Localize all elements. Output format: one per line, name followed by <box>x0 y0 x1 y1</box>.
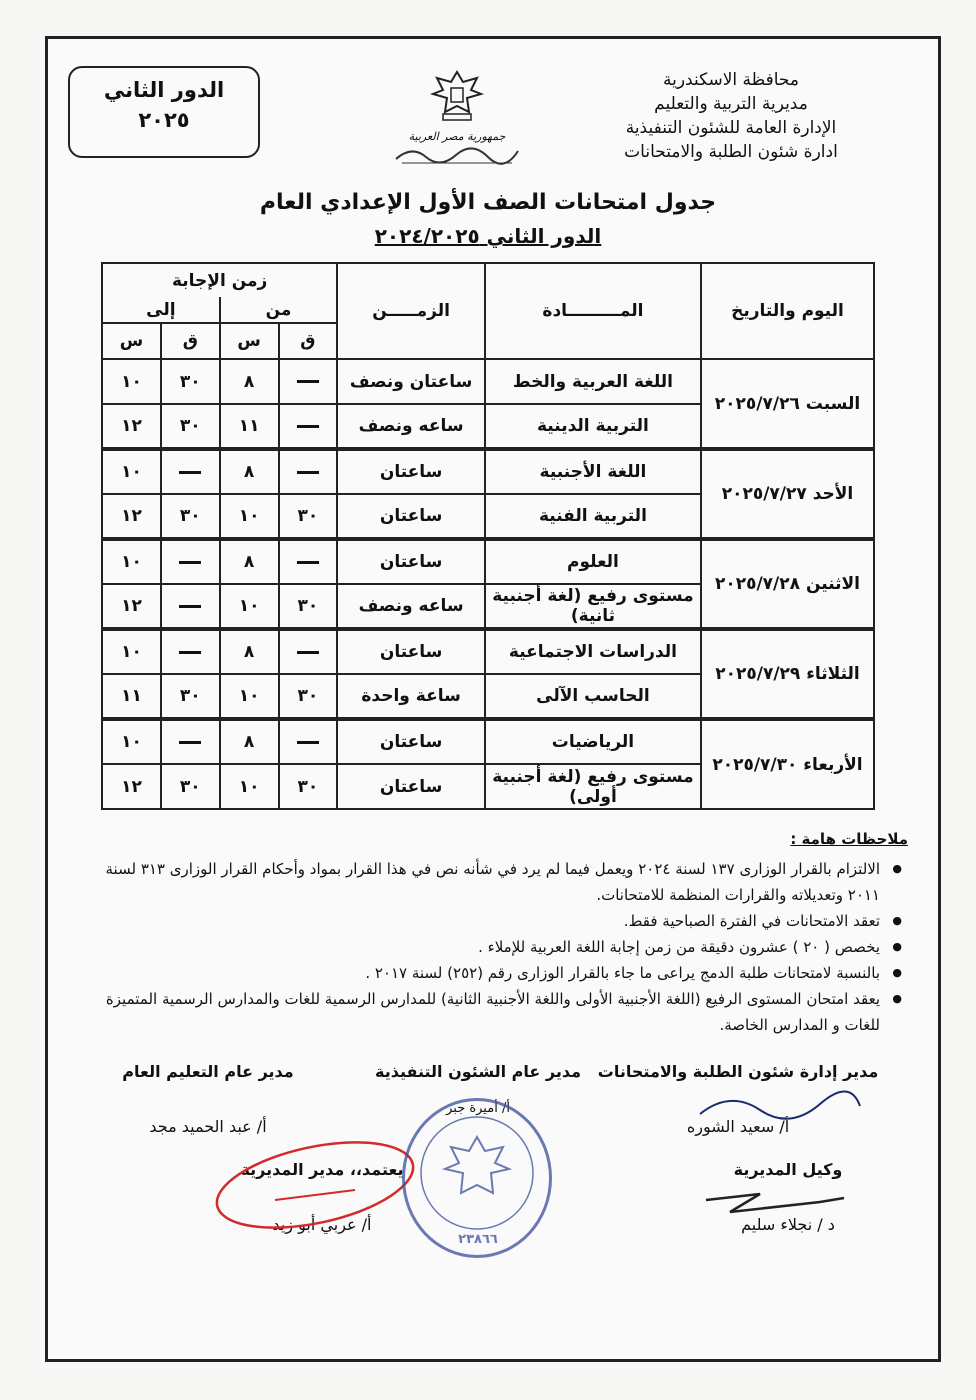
duration-cell: ساعتان <box>337 539 485 584</box>
table-row <box>102 359 874 404</box>
dash-mark <box>297 741 319 744</box>
to-hour-cell: ١٠ <box>102 629 161 674</box>
from-minute-cell: ٣٠ <box>279 494 338 539</box>
note-item: ● بالنسبة لامتحانات طلبة الدمج يراعى ما جاء بالقرار الوزارى رقم (٢٥٢) لسنة ٢٠١٧ . <box>78 960 880 986</box>
dash-mark <box>179 561 201 564</box>
to-minute-cell <box>161 539 220 584</box>
from-hour-cell: ٨ <box>220 449 279 494</box>
from-hour-cell: ٨ <box>220 629 279 674</box>
admin-name: ادارة شئون الطلبة والامتحانات <box>624 142 838 162</box>
to-hour-cell: ١٠ <box>102 449 161 494</box>
duration-cell: ساعتان <box>337 449 485 494</box>
dash-mark <box>297 561 319 564</box>
directorate-name: مديرية التربية والتعليم <box>654 94 808 114</box>
day-date-cell: الثلاثاء ٢٠٢٥/٧/٢٩ <box>701 629 874 719</box>
table-row <box>102 719 874 764</box>
notes-heading: ملاحظات هامة : <box>790 830 908 848</box>
signature-name: د / نجلاء سليم <box>741 1215 835 1234</box>
from-minute-cell <box>279 449 338 494</box>
stamp-number: ٢٣٨٦٦ <box>458 1232 498 1247</box>
notes-section <box>78 826 908 1038</box>
to-minute-cell: ٣٠ <box>161 359 220 404</box>
from-minute-cell: ٣٠ <box>279 764 338 809</box>
eagle-icon <box>427 68 487 124</box>
handwritten-signature-students-admin <box>690 1086 870 1126</box>
to-minute-cell <box>161 584 220 629</box>
subject-cell: مستوى رفيع (لغة أجنبية ثانية) <box>485 584 701 629</box>
header-answer-time: زمن الإجابة <box>102 263 337 297</box>
subject-cell: الدراسات الاجتماعية <box>485 629 701 674</box>
signature-title: مدير عام التعليم العام <box>122 1062 294 1081</box>
from-minute-cell <box>279 359 338 404</box>
from-minute-cell <box>279 539 338 584</box>
to-hour-cell: ١٢ <box>102 494 161 539</box>
institution-header <box>566 68 896 164</box>
badge-year: ٢٠٢٥ <box>138 108 190 132</box>
signature-title: يعتمد،، مدير المديرية <box>240 1160 404 1179</box>
from-hour-cell: ١٠ <box>220 764 279 809</box>
from-minute-cell <box>279 629 338 674</box>
duration-cell: ساعتان <box>337 494 485 539</box>
to-hour-cell: ١١ <box>102 674 161 719</box>
to-minute-cell <box>161 719 220 764</box>
to-hour-cell: ١٠ <box>102 359 161 404</box>
egypt-emblem <box>382 68 532 152</box>
from-hour-cell: ١٠ <box>220 584 279 629</box>
subject-cell: اللغة الأجنبية <box>485 449 701 494</box>
dash-mark <box>179 605 201 608</box>
governorate-name: محافظة الاسكندرية <box>662 70 799 90</box>
signature-name: أ/ عبد الحميد مجد <box>149 1117 267 1136</box>
from-hour-cell: ٨ <box>220 359 279 404</box>
from-hour-cell: ١٠ <box>220 494 279 539</box>
duration-cell: ساعه ونصف <box>337 584 485 629</box>
to-hour-cell: ١٢ <box>102 404 161 449</box>
from-hour-cell: ٨ <box>220 719 279 764</box>
note-item: ● الالتزام بالقرار الوزارى ١٣٧ لسنة ٢٠٢٤ ويعمل فيما لم يرد في شأنه نص في هذا القرار بمواد وأحكام القرار الوزارى ٣١٣ لسنة ٢٠١١ وتعديلاته والقرارات المنظمة للامتحانات. <box>78 856 880 908</box>
signature-title: وكيل المديرية <box>733 1160 843 1179</box>
to-minute-cell <box>161 629 220 674</box>
header-to-minute: ق <box>161 323 220 359</box>
subject-cell: الحاسب الآلى <box>485 674 701 719</box>
dash-mark <box>297 425 319 428</box>
round-badge <box>68 66 260 158</box>
to-minute-cell: ٣٠ <box>161 674 220 719</box>
subject-cell: العلوم <box>485 539 701 584</box>
official-stamp <box>402 1098 552 1258</box>
dash-mark <box>297 471 319 474</box>
day-date-cell: الأربعاء ٢٠٢٥/٧/٣٠ <box>701 719 874 809</box>
signature-name: أ/ سعيد الشوره <box>686 1117 790 1136</box>
duration-cell: ساعة واحدة <box>337 674 485 719</box>
day-date-cell: السبت ٢٠٢٥/٧/٢٦ <box>701 359 874 449</box>
signature-general-education <box>108 1062 308 1136</box>
header-from: من <box>220 297 338 323</box>
to-minute-cell: ٣٠ <box>161 764 220 809</box>
header-subject: المـــــــــادة <box>485 263 701 359</box>
signature-title: مدير إدارة شئون الطلبة والامتحانات <box>597 1062 879 1081</box>
from-minute-cell <box>279 404 338 449</box>
header-from-minute: ق <box>279 323 338 359</box>
page-title: جدول امتحانات الصف الأول الإعدادي العام <box>259 190 717 215</box>
duration-cell: ساعه ونصف <box>337 404 485 449</box>
to-hour-cell: ١٠ <box>102 539 161 584</box>
page-subtitle: الدور الثاني ٢٠٢٤/٢٠٢٥ <box>374 224 602 248</box>
header-to: إلى <box>102 297 220 323</box>
header-from-hour: س <box>220 323 279 359</box>
from-hour-cell: ٨ <box>220 539 279 584</box>
header-duration: الزمـــــن <box>337 263 485 359</box>
emblem-caption: جمهورية مصر العربية <box>408 130 506 143</box>
handwritten-signature-deputy <box>700 1180 850 1220</box>
red-approval-mark <box>205 1130 425 1240</box>
signature-title: مدير عام الشئون التنفيذية <box>374 1062 582 1081</box>
to-minute-cell: ٣٠ <box>161 404 220 449</box>
note-item: ● تعقد الامتحانات في الفترة الصباحية فقط. <box>78 908 880 934</box>
from-minute-cell <box>279 719 338 764</box>
signature-name: أ/ عربي أبو زيد <box>272 1215 372 1234</box>
badge-round: الدور الثاني <box>103 78 225 102</box>
table-row <box>102 539 874 584</box>
from-hour-cell: ١١ <box>220 404 279 449</box>
subject-cell: التربية الفنية <box>485 494 701 539</box>
table-row <box>102 449 874 494</box>
to-minute-cell <box>161 449 220 494</box>
dash-mark <box>179 741 201 744</box>
to-hour-cell: ١٢ <box>102 764 161 809</box>
subject-cell: التربية الدينية <box>485 404 701 449</box>
day-date-cell: الأحد ٢٠٢٥/٧/٢٧ <box>701 449 874 539</box>
note-item: ● يخصص ( ٢٠ ) عشرون دقيقة من زمن إجابة اللغة العربية للإملاء . <box>78 934 880 960</box>
subject-cell: الرياضيات <box>485 719 701 764</box>
subject-cell: اللغة العربية والخط <box>485 359 701 404</box>
subject-cell: مستوى رفيع (لغة أجنبية أولى) <box>485 764 701 809</box>
header-day-date: اليوم والتاريخ <box>701 263 874 359</box>
from-minute-cell: ٣٠ <box>279 674 338 719</box>
general-admin-name: الإدارة العامة للشئون التنفيذية <box>625 118 837 138</box>
duration-cell: ساعتان <box>337 764 485 809</box>
exam-schedule-table <box>101 262 875 810</box>
dash-mark <box>297 651 319 654</box>
duration-cell: ساعتان <box>337 629 485 674</box>
to-minute-cell: ٣٠ <box>161 494 220 539</box>
note-item: ● يعقد امتحان المستوى الرفيع (اللغة الأجنبية الأولى واللغة الأجنبية الثانية) للمدارس الرسمية للغات والمدارس الرسمية المتميزة للغات و المدارس الخاصة. <box>78 986 880 1038</box>
duration-cell: ساعتان <box>337 719 485 764</box>
from-minute-cell: ٣٠ <box>279 584 338 629</box>
dash-mark <box>297 380 319 383</box>
calligraphy-logo <box>392 143 522 165</box>
to-hour-cell: ١٢ <box>102 584 161 629</box>
table-row <box>102 629 874 674</box>
dash-mark <box>179 651 201 654</box>
notes-list <box>78 856 908 1038</box>
day-date-cell: الاثنين ٢٠٢٥/٧/٢٨ <box>701 539 874 629</box>
to-hour-cell: ١٠ <box>102 719 161 764</box>
duration-cell: ساعتان ونصف <box>337 359 485 404</box>
from-hour-cell: ١٠ <box>220 674 279 719</box>
header-to-hour: س <box>102 323 161 359</box>
dash-mark <box>179 471 201 474</box>
signature-name: أ/ أميرة جبر <box>446 1101 510 1116</box>
